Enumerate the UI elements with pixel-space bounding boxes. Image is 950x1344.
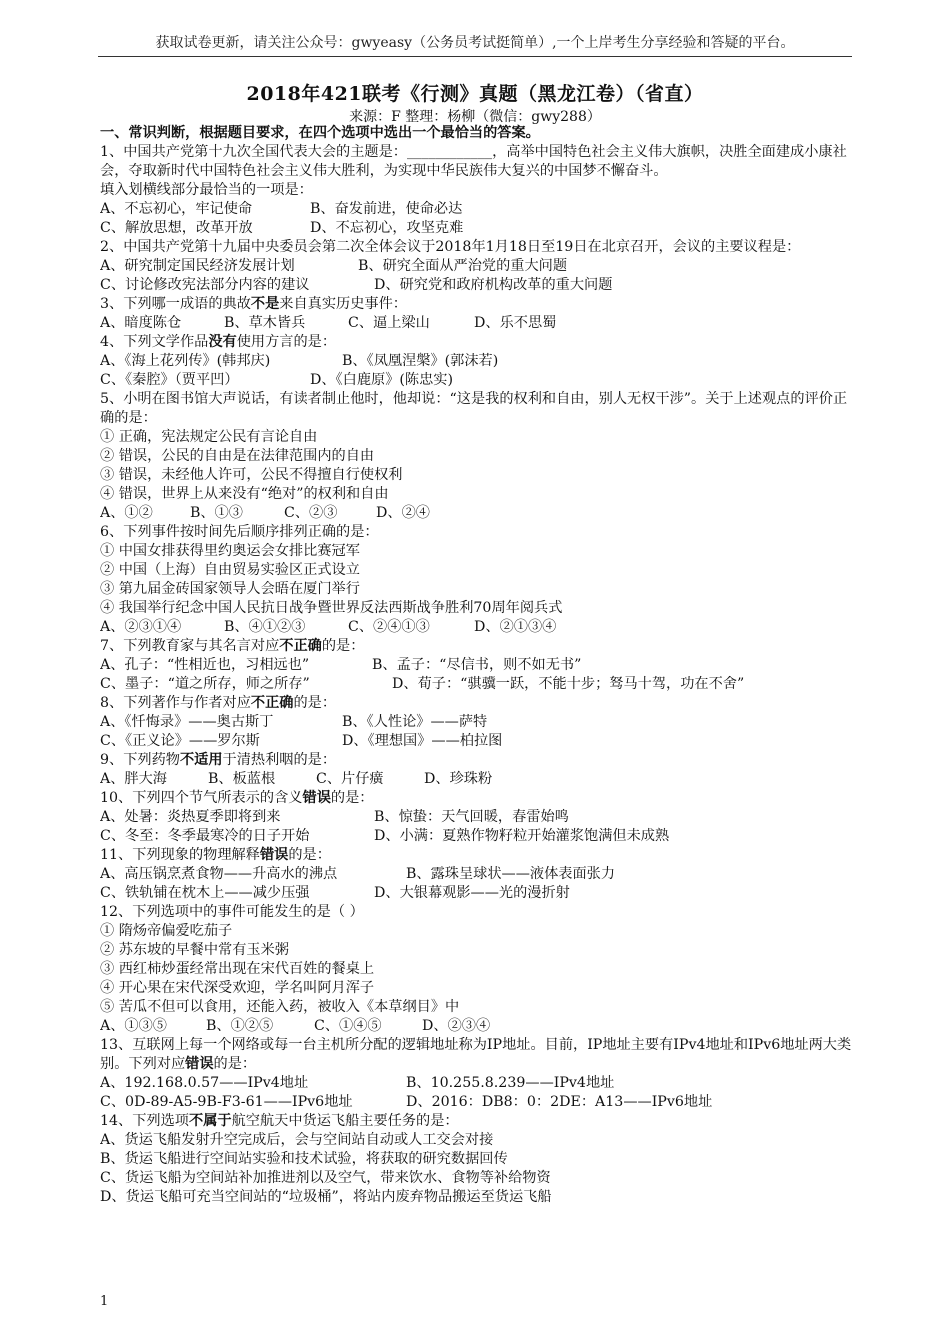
question-3-stem (100, 295, 852, 314)
option-a: A、192.168.0.57——IPv4地址 (100, 1075, 309, 1091)
option-b: B、惊蛰：天气回暖，春雷始鸣 (374, 809, 569, 825)
option-c: C、片仔癀 (316, 771, 384, 787)
question-11-stem (100, 846, 852, 865)
question-1-options-row2 (100, 219, 852, 238)
question-2-stem: 2、中国共产党第十九届中央委员会第二次全体会议于2018年1月18日至19日在北京召开，会议的主要议程是： (100, 239, 801, 255)
question-9-stem (100, 751, 852, 770)
option-a: A、胖大海 (100, 771, 167, 787)
question-8-stem (100, 694, 852, 713)
option-d: D、②①③④ (474, 619, 557, 635)
statement-2: ② 错误，公民的自由是在法律范围内的自由 (100, 448, 375, 464)
header-notice: 获取试卷更新，请关注公众号：gwyeasy（公务员考试挺简单）,一个上岸考生分享经验和答疑的平台。 (155, 35, 795, 51)
question-6-stem: 6、下列事件按时间先后顺序排列正确的是： (100, 524, 379, 540)
stem-text: 的是： (213, 1056, 257, 1072)
document-body (100, 124, 852, 1207)
option-d: D、珍珠粉 (424, 771, 493, 787)
option-c: C、解放思想，改革开放 (100, 220, 253, 236)
option-a: A、①③⑤ (100, 1018, 167, 1034)
option-d: D、《理想国》——柏拉图 (342, 733, 503, 749)
stem-text: 8、下列著作与作者对应 (100, 695, 251, 711)
option-d: D、②③④ (422, 1018, 491, 1034)
stem-text: 使用方言的是： (236, 334, 337, 350)
stem-text: 于清热利咽的是： (222, 752, 337, 768)
statement-3: ③ 第九届金砖国家领导人会晤在厦门举行 (100, 581, 360, 597)
question-5-stem: 5、小明在图书馆大声说话，有读者制止他时，他却说：“这是我的权利和自由，别人无权干涉”。关于上述观点的评价正确的是： (100, 391, 848, 426)
statement-4: ④ 我国举行纪念中国人民抗日战争暨世界反法西斯战争胜利70周年阅兵式 (100, 600, 563, 616)
stem-text: 14、下列选项 (100, 1113, 189, 1129)
option-d: D、②④ (376, 505, 430, 521)
option-c: C、货运飞船为空间站补加推进剂以及空气，带来饮水、食物等补给物资 (100, 1170, 551, 1186)
section-heading: 一、常识判断，根据题目要求，在四个选项中选出一个最恰当的答案。 (100, 125, 540, 141)
option-b: B、孟子：“尽信书，则不如无书” (372, 657, 582, 673)
stem-text: 9、下列药物 (100, 752, 180, 768)
option-b: B、货运飞船进行空间站实验和技术试验，将获取的研究数据回传 (100, 1151, 508, 1167)
question-7-stem (100, 637, 852, 656)
option-c: C、②④①③ (348, 619, 430, 635)
option-d: D、大银幕观影——光的漫折射 (374, 885, 570, 901)
option-d: D、乐不思蜀 (474, 315, 557, 331)
question-3-options (100, 314, 852, 333)
option-b: B、《凤凰涅槃》(郭沫若) (342, 353, 499, 369)
option-a: A、不忘初心，牢记使命 (100, 201, 253, 217)
stem-text: 的是： (293, 695, 337, 711)
statement-3: ③ 错误，未经他人许可，公民不得擅自行使权利 (100, 467, 403, 483)
question-1-options-row1 (100, 200, 852, 219)
option-b: B、草木皆兵 (224, 315, 306, 331)
option-a: A、研究制定国民经济发展计划 (100, 258, 295, 274)
option-c: C、《秦腔》（贾平凹） (100, 372, 239, 388)
question-10-options-row2 (100, 827, 852, 846)
source-line: 来源：F 整理：杨柳（微信：gwy288） (349, 109, 601, 125)
statement-5: ⑤ 苦瓜不但可以食用，还能入药，被收入《本草纲目》中 (100, 999, 460, 1015)
option-a: A、暗度陈仓 (100, 315, 182, 331)
option-b: B、10.255.8.239——IPv4地址 (406, 1075, 615, 1091)
option-c: C、墨子：“道之所存，师之所存” (100, 676, 310, 692)
option-c: C、0D-89-A5-9B-F3-61——IPv6地址 (100, 1094, 353, 1110)
option-b: B、①③ (190, 505, 243, 521)
question-8-options-row2 (100, 732, 852, 751)
statement-3: ③ 西红柿炒蛋经常出现在宋代百姓的餐桌上 (100, 961, 375, 977)
stem-emphasis: 错误 (302, 790, 331, 806)
option-b: B、④①②③ (224, 619, 306, 635)
statement-4: ④ 开心果在宋代深受欢迎，学名叫阿月浑子 (100, 980, 375, 996)
stem-emphasis: 错误 (185, 1056, 214, 1072)
question-13-stem (100, 1036, 852, 1074)
stem-text: 来自真实历史事件： (279, 296, 407, 312)
option-d: D、《白鹿原》(陈忠实) (310, 372, 454, 388)
stem-emphasis: 不属于 (189, 1113, 232, 1129)
question-2-options-row2 (100, 276, 852, 295)
question-7-options-row2 (100, 675, 852, 694)
option-a: A、处暑：炎热夏季即将到来 (100, 809, 281, 825)
question-13-options-row2 (100, 1093, 852, 1112)
stem-emphasis: 错误 (259, 847, 289, 863)
option-d: D、研究党和政府机构改革的重大问题 (374, 277, 613, 293)
option-c: C、②③ (284, 505, 338, 521)
header-divider (98, 56, 852, 57)
statement-4: ④ 错误，世界上从来没有“绝对”的权利和自由 (100, 486, 389, 502)
question-4-stem (100, 333, 852, 352)
option-c: C、逼上梁山 (348, 315, 430, 331)
stem-text: 4、下列文学作品 (100, 334, 209, 350)
stem-emphasis: 不正确 (279, 638, 322, 654)
question-11-options-row2 (100, 884, 852, 903)
option-b: B、板蓝根 (208, 771, 276, 787)
option-a: A、货运飞船发射升空完成后，会与空间站自动或人工交会对接 (100, 1132, 494, 1148)
statement-2: ② 苏东坡的早餐中常有玉米粥 (100, 942, 289, 958)
question-1-prompt: 填入划横线部分最恰当的一项是： (100, 182, 313, 198)
question-5-options (100, 504, 852, 523)
question-12-stem: 12、下列选项中的事件可能发生的是（ ） (100, 904, 364, 920)
stem-emphasis: 没有 (208, 334, 237, 350)
question-4-options-row1 (100, 352, 852, 371)
question-2-options-row1 (100, 257, 852, 276)
option-d: D、荀子：“骐骥一跃，不能十步；驽马十驾，功在不舍” (392, 676, 745, 692)
question-14-stem (100, 1112, 852, 1131)
stem-emphasis: 不正确 (250, 695, 294, 711)
page-number: 1 (100, 1294, 109, 1309)
option-d: D、货运飞船可充当空间站的“垃圾桶”，将站内废弃物品搬运至货运飞船 (100, 1189, 552, 1205)
option-a: A、①② (100, 505, 153, 521)
question-10-options-row1 (100, 808, 852, 827)
stem-text: 的是： (330, 790, 374, 806)
question-8-options-row1 (100, 713, 852, 732)
option-b: B、①②⑤ (206, 1018, 274, 1034)
option-c: C、①④⑤ (314, 1018, 382, 1034)
question-7-options-row1 (100, 656, 852, 675)
statement-1: ① 隋炀帝偏爱吃茄子 (100, 923, 233, 939)
stem-text: 的是： (288, 847, 331, 863)
option-b: B、研究全面从严治党的重大问题 (358, 258, 568, 274)
option-a: A、《忏悔录》——奥古斯丁 (100, 714, 274, 730)
option-c: C、《正义论》——罗尔斯 (100, 733, 260, 749)
stem-text: 11、下列现象的物理解释 (100, 847, 260, 863)
question-4-options-row2 (100, 371, 852, 390)
option-b: B、露珠呈球状——液体表面张力 (406, 866, 616, 882)
stem-text: 的是： (321, 638, 365, 654)
stem-text: 3、下列哪一成语的典故 (100, 296, 251, 312)
option-a: A、②③①④ (100, 619, 182, 635)
stem-emphasis: 不适用 (179, 752, 223, 768)
stem-text: 13、互联网上每一个网络或每一台主机所分配的逻辑地址称为IP地址。目前，IP地址主要有IPv4地址和IPv6地址两大类别。下列对应 (100, 1037, 852, 1072)
option-c: C、讨论修改宪法部分内容的建议 (100, 277, 310, 293)
stem-emphasis: 不是 (250, 296, 280, 312)
option-d: D、不忘初心，攻坚克难 (310, 220, 464, 236)
option-b: B、奋发前进，使命必达 (310, 201, 463, 217)
option-a: A、孔子：“性相近也，习相远也” (100, 657, 310, 673)
option-d: D、2016：DB8：0：2DE：A13——IPv6地址 (406, 1094, 713, 1110)
question-10-stem (100, 789, 852, 808)
statement-1: ① 中国女排获得里约奥运会女排比赛冠军 (100, 543, 360, 559)
statement-2: ② 中国（上海）自由贸易实验区正式设立 (100, 562, 360, 578)
question-13-options-row1 (100, 1074, 852, 1093)
stem-text: 7、下列教育家与其名言对应 (100, 638, 280, 654)
question-1-stem: 1、中国共产党第十九次全国代表大会的主题是：____________，高举中国特色社会主义伟大旗帜，决胜全面建成小康社会，夺取新时代中国特色社会主义伟大胜利，为实现中华民族伟大复兴的中国梦不懈奋斗。 (100, 144, 847, 179)
page-title: 2018年421联考《行测》真题（黑龙江卷）（省直） (246, 83, 704, 105)
stem-text: 航空航天中货运飞船主要任务的是： (231, 1113, 459, 1129)
question-12-options (100, 1017, 852, 1036)
option-a: A、高压锅烹煮食物——升高水的沸点 (100, 866, 338, 882)
question-9-options (100, 770, 852, 789)
option-d: D、小满：夏熟作物籽粒开始灌浆饱满但未成熟 (374, 828, 670, 844)
question-11-options-row1 (100, 865, 852, 884)
option-c: C、铁轨铺在枕木上——减少压强 (100, 885, 310, 901)
option-c: C、冬至：冬季最寒冷的日子开始 (100, 828, 310, 844)
option-a: A、《海上花列传》(韩邦庆) (100, 353, 271, 369)
statement-1: ① 正确，宪法规定公民有言论自由 (100, 429, 318, 445)
question-6-options (100, 618, 852, 637)
stem-text: 10、下列四个节气所表示的含义 (100, 790, 303, 806)
option-b: B、《人性论》——萨特 (342, 714, 488, 730)
